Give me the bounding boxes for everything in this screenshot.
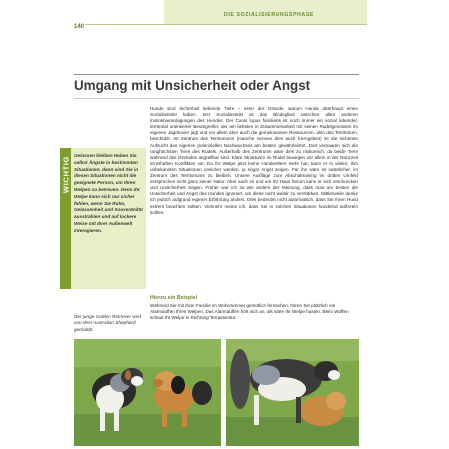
photo-dogs-right bbox=[226, 339, 359, 446]
example-text: Während Sie mit Ihrer Familie im Wohnzimmer gemütlich fernsehen, hören Sie plötzlich ein Alarmauffen Ihres Welpen. Das Alarmauffen hört sich an, als wäre Ihr Welpe husten. Beim Wuffen schaut Ihr Welpe in Richtung Terrassentür. bbox=[150, 303, 349, 321]
wichtig-box bbox=[60, 148, 146, 289]
header-rule bbox=[85, 24, 367, 25]
wichtig-stripe bbox=[60, 148, 71, 289]
photo-caption: Der junge Golden Retriever wird von dem Australian Shepherd gemobbt. bbox=[74, 314, 141, 332]
body-text: Hunde sind Sicherheit liebende Tiere – einer der Gründe, warum Hunde überhaupt einen Sozialinstinkt haben. Der Sozialinstinkt ist das Bindeglied zwischen allen anderen Instinktveranlagungen des Hundes. Der Canis lupus familiaris ist noch immer ein sozial lebender, territorial orientierter Beutegreifer, der am liebsten in Zusammenarbeit mit seinen Rudelgenossen im eigenen Jagdrevier jagt und vor allem aber auch die gemeinsamen Ressourcen, also das Territorium, beschützt. Im Zentrum des Territoriums (manche nennen dies auch Kerngebiet) ist die sicherste Aufzucht des eigenen potenziellen Nachwuchses am besten gewährleistet. Dort verpaaren sich die ranghöchsten Tiere des Rudels. Außerhalb des Zentrums wäre dies zu risikoreich, da beide Tiere während des Deckakts angreifbar sind. Klare Strukturen im Rudel bewegen vor allem in der Ranzzeit ernsthaften Konflikten vor. Da Ihr Welpe jetzt keine Hundeeltern mehr hat, kann er in vielen, ihm unbekannten Situationen unsicher werden, ja sogar Angst zeigen. Für ihn wäre es natürlicher, im Zentrum des Territoriums zu bleiben. Unsere Ausflüge zum Abschaltraining im dritten Umfeld entsprechen nicht ganz seiner Natur. Aber auch im und um Ihr Haus herum kann er sich erschrecken und Unsicherheit zeigen. Früher war ich so wie andere der Meinung, dass man am besten die Unsicherheit und Angst des Hundes ignoriert, um diese nicht weiter zu verstärken. Mittlerweile denke ich jedoch aufgrund eigener Erfahrung anders. Dies bedeutet nicht automatisch, dass Sie Ihren Hund extrem beachten sollten. Vielmehr meine ich, dass Sie in solchen Situationen handelnd auftreten sollten. bbox=[150, 106, 358, 215]
example-heading: Hierzu ein Beispiel bbox=[150, 295, 198, 301]
title-rule-bottom bbox=[74, 98, 359, 99]
dogs-wrestling-image bbox=[226, 339, 359, 446]
page-title: Umgang mit Unsicherheit oder Angst bbox=[74, 78, 311, 93]
photo-dogs-left bbox=[74, 339, 221, 446]
wichtig-text: Gelassen bleiben Haben Sie selbst Ängste in bestimmten Situationen, dann sind Sie in diesen Situationen nicht die geeignete Person, um Ihren Welpen zu betreuen. Denn Ihr Welpe kann sich nur sicher fühlen, wenn Sie Ruhe, Gelassenheit und Souveränität ausstrahlen und auf lockere Weise mit Ihrer Außenwelt interagieren. bbox=[74, 153, 143, 233]
dogs-playing-image bbox=[74, 339, 221, 446]
wichtig-label: WICHTIG bbox=[61, 155, 71, 194]
chapter-header: DIE SOZIALISIERUNGSPHASE bbox=[224, 12, 314, 18]
page-number: 140 bbox=[74, 24, 85, 30]
title-rule-top bbox=[74, 74, 359, 75]
